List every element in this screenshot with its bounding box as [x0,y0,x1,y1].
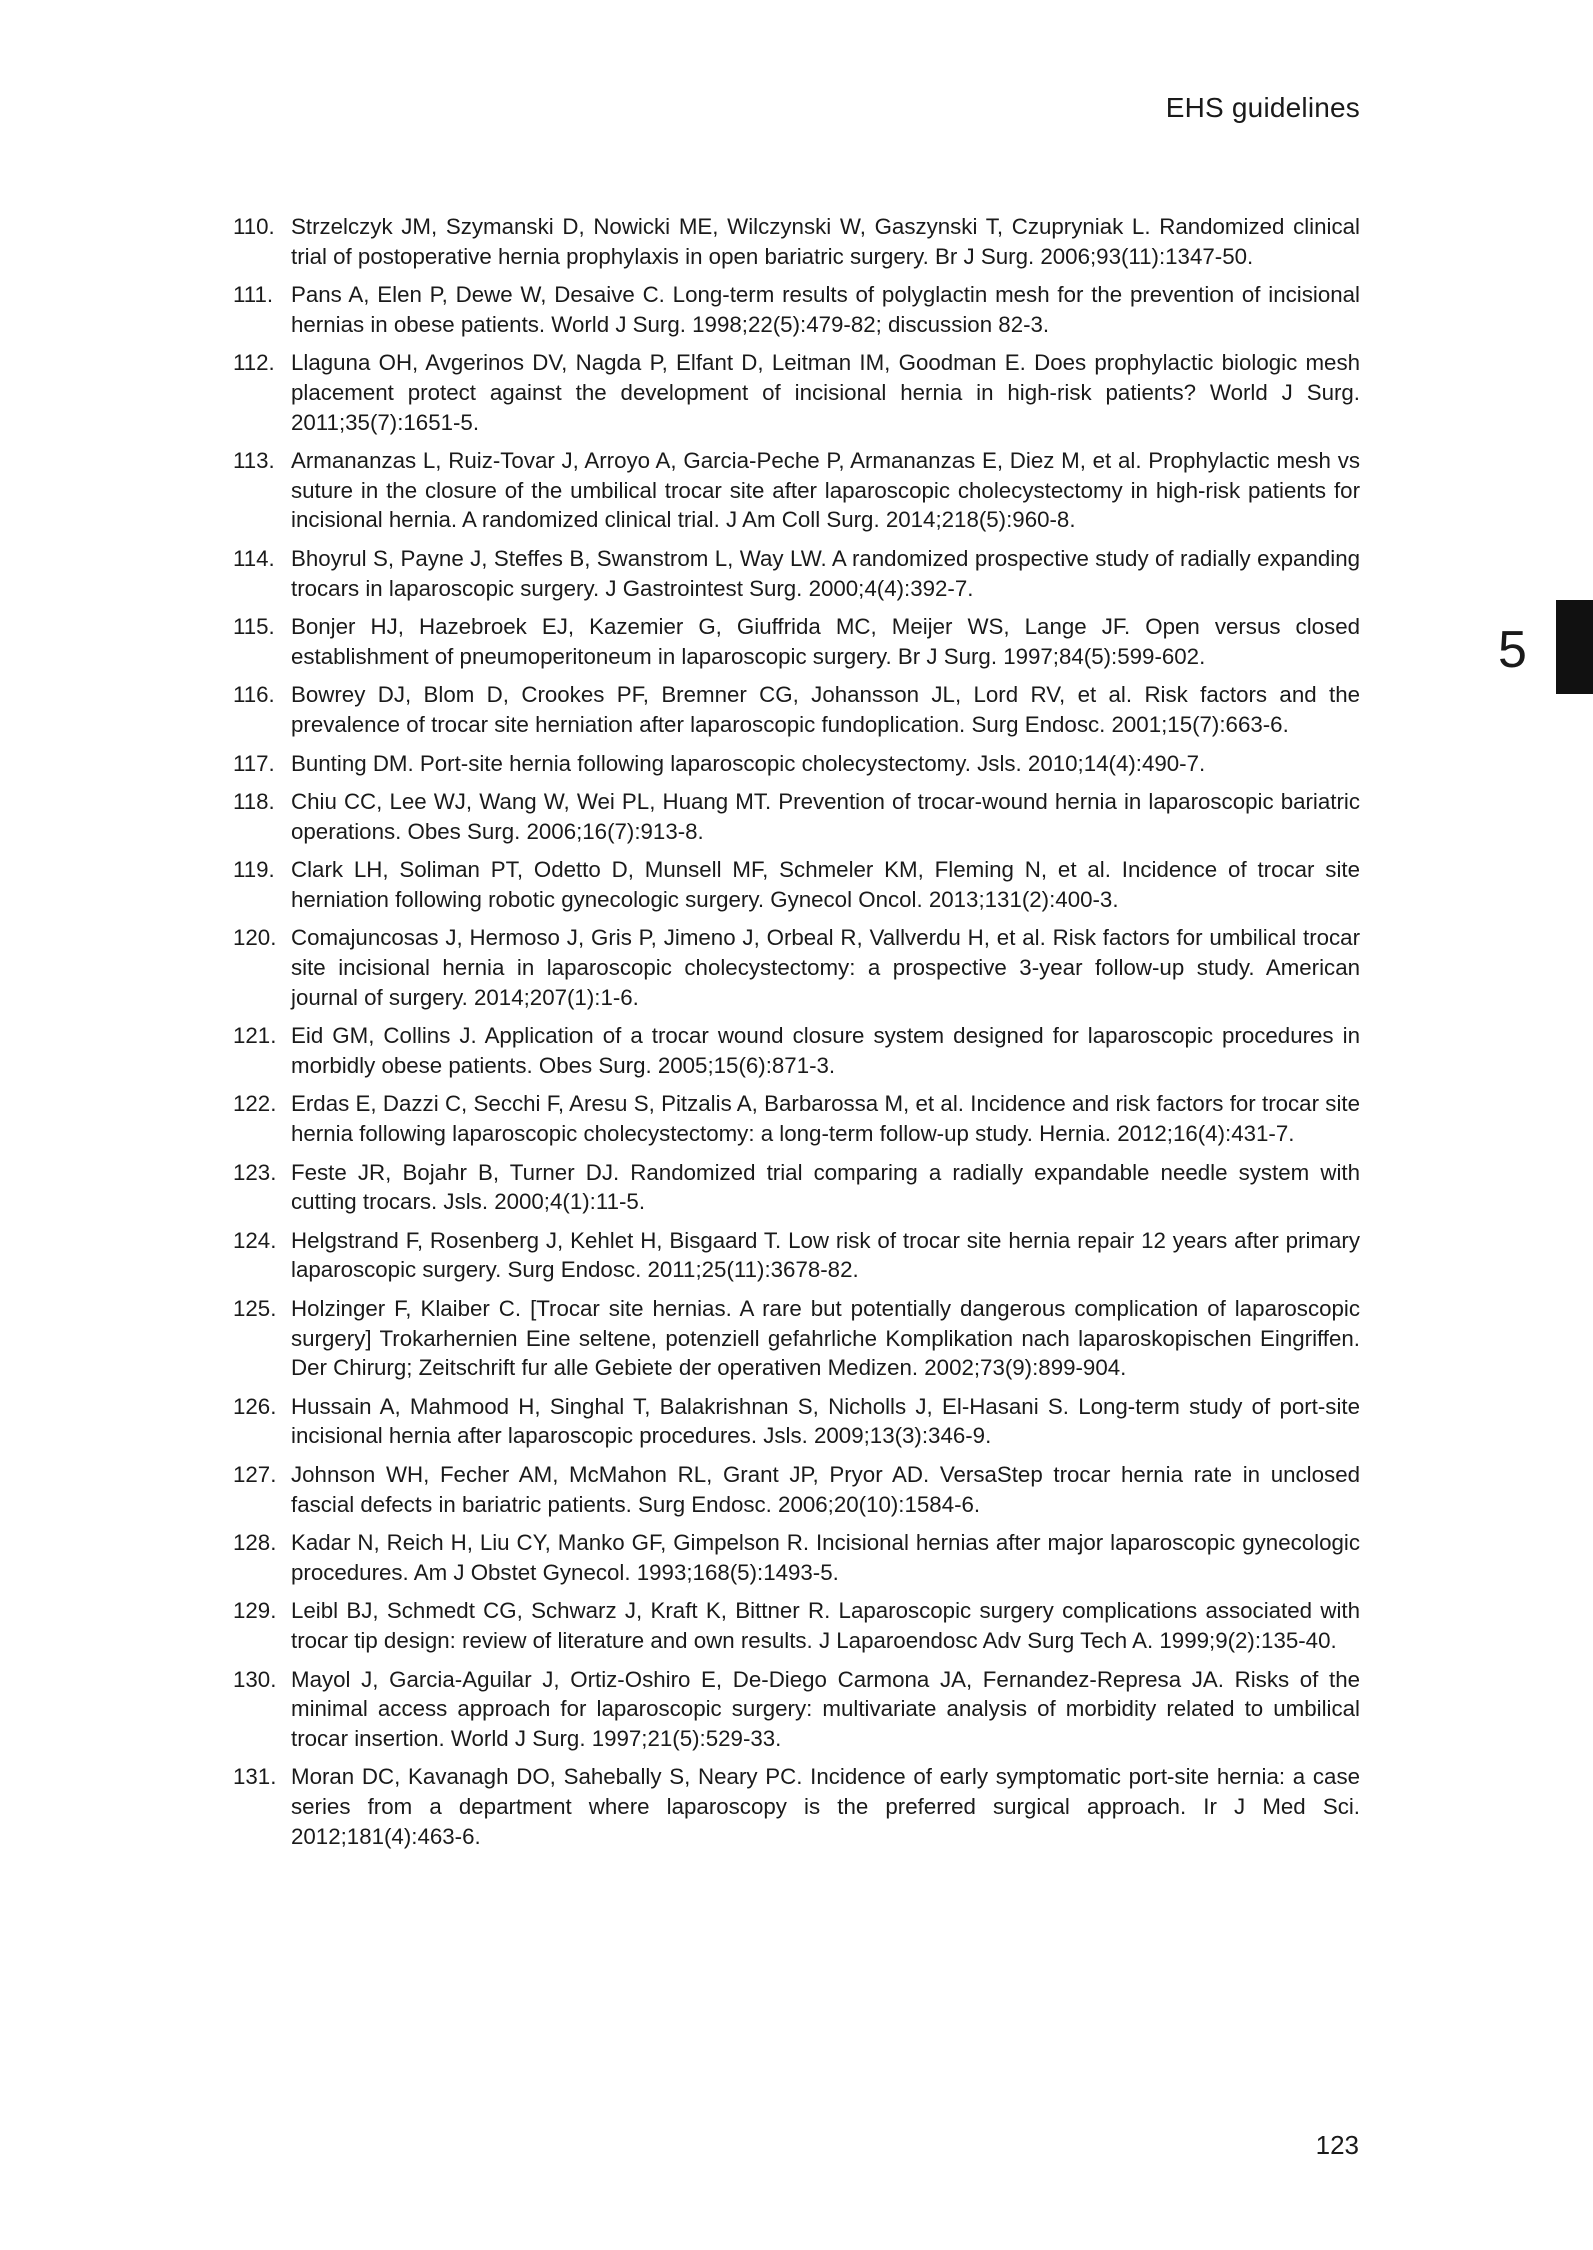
reference-number: 122. [233,1091,277,1117]
reference-text: Bhoyrul S, Payne J, Steffes B, Swanstrom L, Way LW. A randomized prospective study of radially expanding trocars in laparoscopic surgery. J Gastrointest Surg. 2000;4(4):392-7. [291,545,1360,601]
reference-item [225,923,1360,1012]
reference-item [225,1158,1360,1217]
reference-text: Llaguna OH, Avgerinos DV, Nagda P, Elfant D, Leitman IM, Goodman E. Does prophylactic biologic mesh placement protect against the development of incisional hernia in high-risk patients? World J Surg. 2011;35(7):1651-5. [291,350,1360,435]
reference-item [225,787,1360,846]
reference-item [225,680,1360,739]
reference-item [225,1226,1360,1285]
reference-item [225,1528,1360,1587]
reference-number: 128. [233,1530,277,1556]
reference-item [225,1460,1360,1519]
reference-item [225,348,1360,437]
reference-number: 131. [233,1764,277,1790]
reference-number: 113. [233,448,275,474]
reference-item [225,749,1360,779]
reference-number: 125. [233,1296,277,1321]
reference-number: 120. [233,925,277,951]
reference-number: 112. [233,350,275,376]
reference-item [225,1665,1360,1754]
reference-item [225,1021,1360,1080]
running-header-title: EHS guidelines [1165,92,1360,123]
reference-text: Leibl BJ, Schmedt CG, Schwarz J, Kraft K, Bittner R. Laparoscopic surgery complications associated with trocar tip design: review of literature and own results. J Laparoendosc Adv Surg Tech A. 1999;9(2):135-40. [291,1598,1360,1653]
reference-text: Mayol J, Garcia-Aguilar J, Ortiz-Oshiro E, De-Diego Carmona JA, Fernandez-Represa JA. Risks of the minimal access approach for laparoscopic surgery: multivariate analysis of morbidity related to umbilical trocar insertion. World J Surg. 1997;21(5):529-33. [291,1666,1360,1751]
reference-number: 114. [233,545,275,571]
reference-list [225,212,1360,1860]
reference-item [225,1392,1360,1451]
reference-item [225,1294,1360,1383]
reference-number: 129. [233,1598,277,1624]
reference-text: Bonjer HJ, Hazebroek EJ, Kazemier G, Giuffrida MC, Meijer WS, Lange JF. Open versus closed establishment of pneumoperitoneum in laparoscopic surgery. Br J Surg. 1997;84(5):599-602. [291,614,1360,669]
reference-item [225,446,1360,535]
reference-item [225,612,1360,671]
reference-number: 119. [233,857,275,883]
reference-number: 123. [233,1159,277,1185]
reference-item [225,544,1360,603]
reference-text: Holzinger F, Klaiber C. [Trocar site hernias. A rare but potentially dangerous complication of laparoscopic surgery] Trokarhernien Eine seltene, potenziell gefahrliche Komplikation nach laparoskopischen Eingriffen. Der Chirurg; Zeitschrift fur alle Gebiete der operativen Medizen. 2002;73(9):899-904. [291,1296,1360,1381]
reference-text: Comajuncosas J, Hermoso J, Gris P, Jimeno J, Orbeal R, Vallverdu H, et al. Risk factors for umbilical trocar site incisional hernia in laparoscopic cholecystectomy: a prospective 3-year follow-up study. American journal of surgery. 2014;207(1):1-6. [291,925,1360,1010]
reference-item [225,855,1360,914]
reference-text: Feste JR, Bojahr B, Turner DJ. Randomized trial comparing a radially expandable needle system with cutting trocars. Jsls. 2000;4(1):11-5. [291,1159,1360,1215]
reference-text: Johnson WH, Fecher AM, McMahon RL, Grant JP, Pryor AD. VersaStep trocar hernia rate in unclosed fascial defects in bariatric patients. Surg Endosc. 2006;20(10):1584-6. [291,1461,1360,1517]
reference-number: 115. [233,614,275,640]
reference-text: Clark LH, Soliman PT, Odetto D, Munsell MF, Schmeler KM, Fleming N, et al. Incidence of trocar site herniation following robotic gynecologic surgery. Gynecol Oncol. 2013;131(2):400-3. [291,857,1360,912]
reference-number: 121. [233,1023,277,1049]
reference-item [225,1089,1360,1148]
reference-item [225,1596,1360,1655]
reference-text: Moran DC, Kavanagh DO, Sahebally S, Neary PC. Incidence of early symptomatic port-site hernia: a case series from a department where laparoscopy is the preferred surgical approach. Ir J Med Sci. 2012;181(4):463-6. [291,1764,1360,1849]
reference-text: Bowrey DJ, Blom D, Crookes PF, Bremner CG, Johansson JL, Lord RV, et al. Risk factors and the prevalence of trocar site herniation after laparoscopic fundoplication. Surg Endosc. 2001;15(7):663-6. [291,682,1360,737]
reference-text: Eid GM, Collins J. Application of a trocar wound closure system designed for laparoscopic procedures in morbidly obese patients. Obes Surg. 2005;15(6):871-3. [291,1023,1360,1078]
reference-number: 116. [233,682,275,708]
reference-text: Erdas E, Dazzi C, Secchi F, Aresu S, Pitzalis A, Barbarossa M, et al. Incidence and risk factors for trocar site hernia following laparoscopic cholecystectomy: a long-term follow-up study. Hernia. 2012;16(4):431-7. [291,1091,1360,1147]
reference-number: 111. [233,282,274,308]
reference-text: Chiu CC, Lee WJ, Wang W, Wei PL, Huang MT. Prevention of trocar-wound hernia in laparoscopic bariatric operations. Obes Surg. 2006;16(7):913-8. [291,789,1360,844]
reference-text: Bunting DM. Port-site hernia following laparoscopic cholecystectomy. Jsls. 2010;14(4):490-7. [291,750,1206,776]
reference-item [225,280,1360,339]
reference-item [225,1762,1360,1851]
reference-number: 118. [233,789,275,815]
chapter-number: 5 [1498,621,1527,679]
reference-item [225,212,1360,271]
reference-number: 124. [233,1227,277,1253]
reference-text: Strzelczyk JM, Szymanski D, Nowicki ME, Wilczynski W, Gaszynski T, Czupryniak L. Randomized clinical trial of postoperative hernia prophylaxis in open bariatric surgery. Br J Surg. 2006;93(11):1347-50. [291,214,1360,269]
chapter-tab-marker [1556,600,1593,694]
page-number: 123 [1315,2130,1359,2160]
reference-text: Helgstrand F, Rosenberg J, Kehlet H, Bisgaard T. Low risk of trocar site hernia repair 12 years after primary laparoscopic surgery. Surg Endosc. 2011;25(11):3678-82. [291,1227,1360,1283]
reference-number: 110. [233,214,275,239]
reference-text: Kadar N, Reich H, Liu CY, Manko GF, Gimpelson R. Incisional hernias after major laparoscopic gynecologic procedures. Am J Obstet Gynecol. 1993;168(5):1493-5. [291,1530,1360,1585]
reference-number: 127. [233,1461,277,1487]
reference-number: 130. [233,1666,277,1692]
reference-number: 117. [233,750,275,776]
reference-number: 126. [233,1393,277,1419]
reference-text: Pans A, Elen P, Dewe W, Desaive C. Long-term results of polyglactin mesh for the prevention of incisional hernias in obese patients. World J Surg. 1998;22(5):479-82; discussion 82-3. [291,282,1360,337]
reference-text: Armananzas L, Ruiz-Tovar J, Arroyo A, Garcia-Peche P, Armananzas E, Diez M, et al. Prophylactic mesh vs suture in the closure of the umbilical trocar site after laparoscopic cholecystectomy in high-risk patients for incisional hernia. A randomized clinical trial. J Am Coll Surg. 2014;218(5):960-8. [291,448,1360,533]
reference-text: Hussain A, Mahmood H, Singhal T, Balakrishnan S, Nicholls J, El-Hasani S. Long-term study of port-site incisional hernia after laparoscopic procedures. Jsls. 2009;13(3):346-9. [291,1393,1360,1449]
